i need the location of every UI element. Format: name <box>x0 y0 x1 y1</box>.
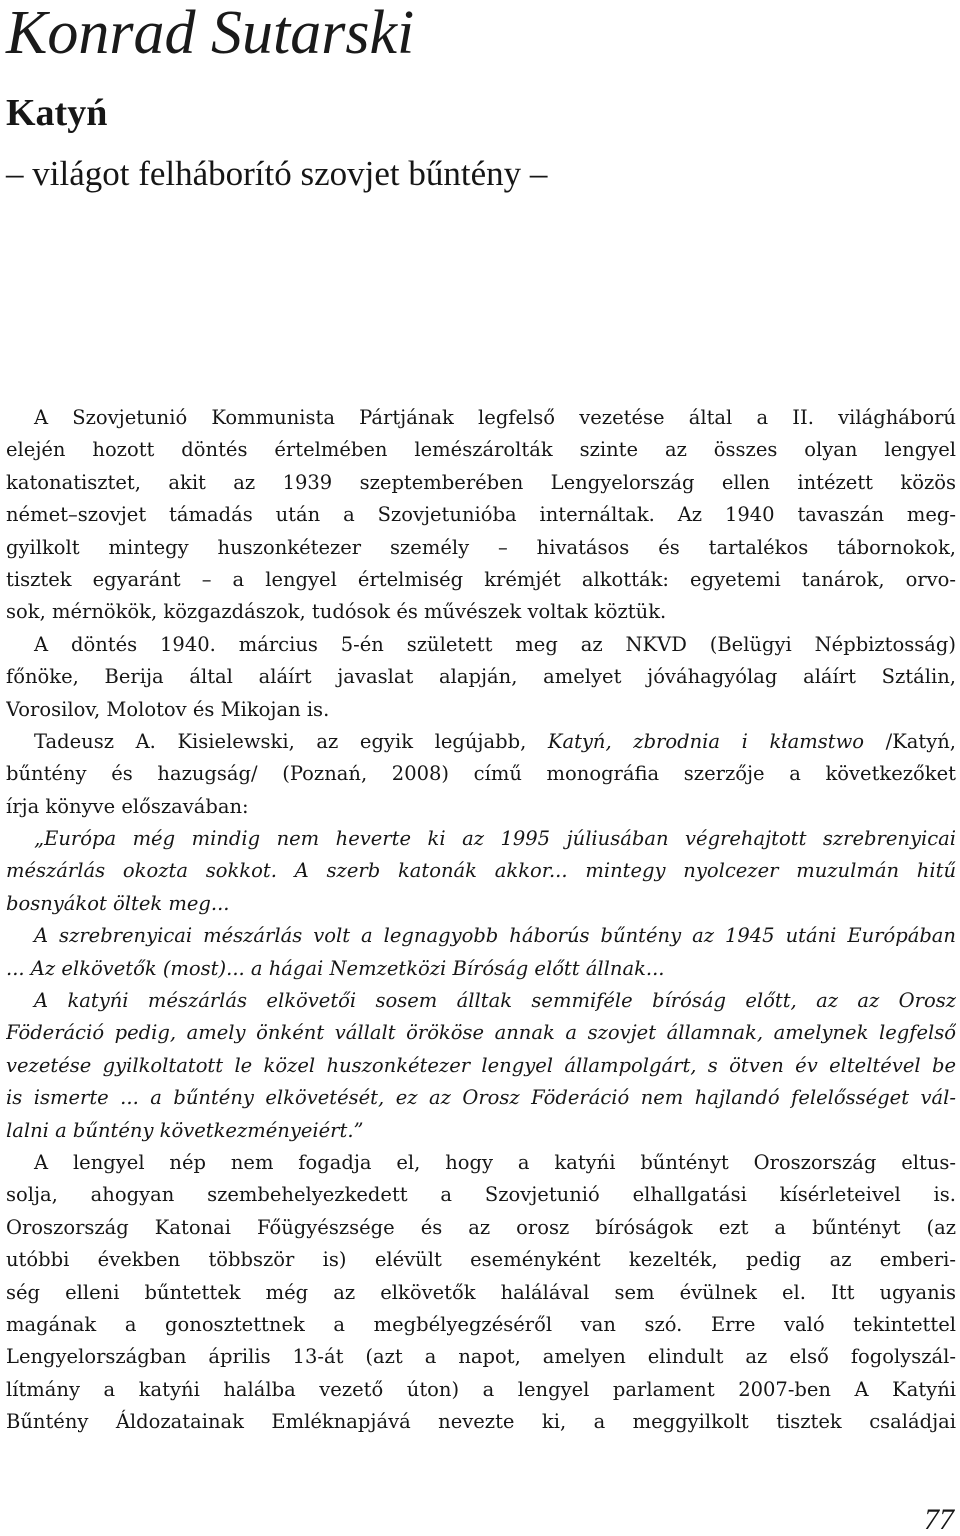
text-segment: vezetése gyilkoltatott le közel huszonkétezer lengyel állampolgárt, s ötven év elteltével be <box>6 1053 956 1077</box>
text-segment: magának a gonosztettnek a megbélyegzéséről van szó. Erre való tekintettel <box>6 1312 956 1336</box>
text-segment: írja könyve előszavában: <box>6 794 249 818</box>
text-segment: „Európa még mindig nem heverte ki az 1995 júliusában végrehajtott szrebrenyicai <box>34 827 956 851</box>
text-segment: mészárlás okozta sokkot. A szerb katonák akkor... mintegy nyolcezer muzulmán hitű <box>6 859 956 883</box>
text-line <box>6 1212 956 1244</box>
article-subtitle: – világot felháborító szovjet bűntény – <box>6 154 548 193</box>
text-segment: utóbbi években többször is) elévült eseményként kezelték, pedig az emberi- <box>6 1248 956 1272</box>
text-line <box>6 629 956 661</box>
text-line <box>6 467 956 499</box>
text-segment: Oroszország Katonai Főügyészsége és az orosz bíróságok ezt a bűntényt (az <box>6 1215 956 1239</box>
text-segment: is ismerte ... a bűntény elkövetését, ez az Orosz Föderáció nem hajlandó felelősséget vál- <box>6 1086 956 1110</box>
text-segment: ... Az elkövetők (most)... a hágai Nemzetközi Bíróság előtt állnak... <box>6 956 665 980</box>
text-line <box>6 1179 956 1211</box>
text-line <box>6 1082 956 1114</box>
text-line <box>6 1406 956 1438</box>
text-segment: ség elleni bűntettek még az elkövetők halálával sem évülnek el. Itt ugyanis <box>6 1280 956 1304</box>
text-segment: Tadeusz A. Kisielewski, az egyik legújabb, <box>34 729 548 753</box>
text-line <box>6 694 956 726</box>
text-line <box>6 564 956 596</box>
text-segment: /Katyń, <box>864 729 956 753</box>
text-segment: A döntés 1940. március 5-én született meg az NKVD (Belügyi Népbiztosság) <box>34 632 956 656</box>
text-line <box>6 823 956 855</box>
author-name: Konrad Sutarski <box>6 0 415 67</box>
text-line <box>6 532 956 564</box>
text-segment: lalni a bűntény következményeiért.” <box>6 1118 364 1142</box>
text-line <box>6 985 956 1017</box>
text-segment: bűntény és hazugság/ (Poznań, 2008) című monográfia szerzője a következőket <box>6 762 956 786</box>
text-segment: Föderáció pedig, amely önként vállalt örököse annak a szovjet államnak, amelynek legfelső <box>6 1021 956 1045</box>
text-segment: A katyńi mészárlás elkövetői sosem álltak semmiféle bíróság előtt, az az Orosz <box>34 989 956 1013</box>
text-line <box>6 1277 956 1309</box>
text-segment: elején hozott döntés értelmében lemészárolták szinte az összes olyan lengyel <box>6 438 956 462</box>
text-segment: Vorosilov, Molotov és Mikojan is. <box>6 697 330 721</box>
text-segment: tisztek egyaránt – a lengyel értelmiség krémjét alkották: egyetemi tanárok, orvo- <box>6 567 956 591</box>
text-line <box>6 953 956 985</box>
text-line <box>6 1017 956 1049</box>
text-segment: gyilkolt mintegy huszonkétezer személy – hivatásos és tartalékos tábornokok, <box>6 535 956 559</box>
text-line <box>6 920 956 952</box>
text-line <box>6 1147 956 1179</box>
text-line <box>6 1115 956 1147</box>
text-segment: Lengyelországban április 13-át (azt a napot, amelyen elindult az első fogolyszál- <box>6 1345 956 1369</box>
text-line <box>6 791 956 823</box>
text-segment: lítmány a katyńi halálba vezető úton) a lengyel parlament 2007-ben A Katyńi <box>6 1377 956 1401</box>
text-line <box>6 888 956 920</box>
text-segment: A szrebrenyicai mészárlás volt a legnagyobb háborús bűntény az 1945 utáni Európában <box>34 924 956 948</box>
text-line <box>6 855 956 887</box>
text-line <box>6 758 956 790</box>
text-segment: Katyń, zbrodnia i kłamstwo <box>547 729 865 753</box>
text-segment: solja, ahogyan szembehelyezkedett a Szovjetunió elhallgatási kísérleteivel is. <box>6 1183 956 1207</box>
text-segment: német–szovjet támadás után a Szovjetunióba internáltak. Az 1940 tavaszán meg- <box>6 503 956 527</box>
text-line <box>6 1374 956 1406</box>
text-line <box>6 1244 956 1276</box>
article-body <box>6 402 956 1439</box>
text-segment: A Szovjetunió Kommunista Pártjának legfelső vezetése által a II. világháború <box>34 406 956 429</box>
text-line <box>6 661 956 693</box>
text-line <box>6 726 956 758</box>
text-segment: A lengyel nép nem fogadja el, hogy a katyńi bűntényt Oroszország eltus- <box>34 1150 956 1174</box>
page-number: 77 <box>924 1503 954 1536</box>
text-segment: katonatisztet, akit az 1939 szeptemberében Lengyelország ellen intézett közös <box>6 470 956 494</box>
text-line <box>6 402 956 434</box>
article-title: Katyń <box>6 92 108 134</box>
text-line <box>6 499 956 531</box>
text-segment: bosnyákot öltek meg... <box>6 891 230 915</box>
text-line <box>6 1050 956 1082</box>
text-line <box>6 596 956 628</box>
text-line <box>6 1309 956 1341</box>
text-segment: főnöke, Berija által aláírt javaslat alapján, amelyet jóváhagyólag aláírt Sztálin, <box>6 665 956 689</box>
text-segment: sok, mérnökök, közgazdászok, tudósok és művészek voltak köztük. <box>6 600 667 624</box>
text-line <box>6 434 956 466</box>
text-segment: Bűntény Áldozatainak Emléknapjává nevezte ki, a meggyilkolt tisztek családjai <box>6 1410 956 1434</box>
text-line <box>6 1341 956 1373</box>
